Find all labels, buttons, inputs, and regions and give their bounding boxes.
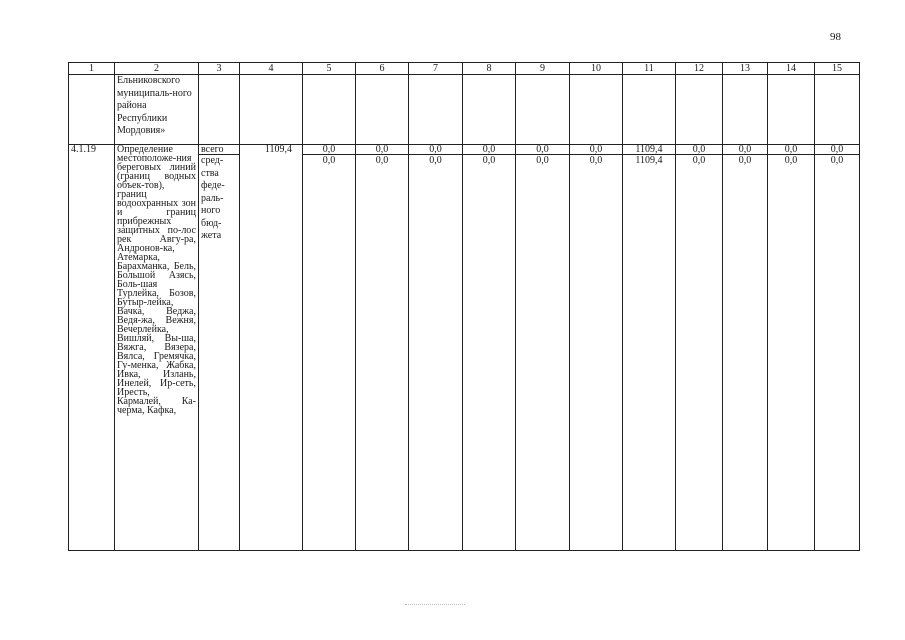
value-cell: 0,0 bbox=[303, 155, 356, 551]
value-cell: 0,0 bbox=[356, 145, 409, 155]
source-federal-cell: сред-ства феде-раль-ного бюд-жета bbox=[199, 155, 240, 551]
row-number-cell: 4.1.19 bbox=[69, 145, 115, 551]
measure-name-cell: Определение местоположе-ния береговых линий (границ водных объек-тов), границ водоохранных зон и границ прибрежных защитных по-лос рек Авгу-ра, Андронов-ка, Атемарка, Барахманка, Бель, Большой Азясь, Боль-шая Турлейка, Бозов, Бутыр-лейка, Вачка, Веджа, Ведя-жа, Вежня, Вечерлейка, Вишляй, Вы-ша, Вяжга, Вязера, Вялса, Гремячка, Гу-менка, Жабка, Ивка, Излань, Инелей, Ир-сеть, Иресть, Кармалей, Ка-черма, Кафка, bbox=[115, 145, 199, 551]
value-cell bbox=[303, 75, 356, 145]
value-cell: 0,0 bbox=[723, 155, 768, 551]
value-cell bbox=[623, 75, 676, 145]
value-cell bbox=[768, 75, 815, 145]
col-header-4: 4 bbox=[240, 63, 303, 75]
table-row bbox=[69, 75, 860, 145]
value-cell bbox=[240, 75, 303, 145]
value-cell: 0,0 bbox=[768, 155, 815, 551]
col-header-5: 5 bbox=[303, 63, 356, 75]
value-cell: 0,0 bbox=[516, 145, 570, 155]
value-cell: 0,0 bbox=[676, 155, 723, 551]
value-cell bbox=[570, 75, 623, 145]
col-header-8: 8 bbox=[463, 63, 516, 75]
value-cell: 0,0 bbox=[815, 155, 860, 551]
col-header-6: 6 bbox=[356, 63, 409, 75]
budget-table bbox=[68, 62, 860, 551]
header-row bbox=[69, 63, 860, 75]
value-cell: 0,0 bbox=[409, 155, 463, 551]
value-cell: 0,0 bbox=[516, 155, 570, 551]
page-number: 98 bbox=[830, 31, 841, 43]
value-cell bbox=[463, 75, 516, 145]
value-cell: 0,0 bbox=[303, 145, 356, 155]
col-header-13: 13 bbox=[723, 63, 768, 75]
col-header-15: 15 bbox=[815, 63, 860, 75]
value-cell: 0,0 bbox=[723, 145, 768, 155]
value-cell bbox=[815, 75, 860, 145]
value-cell: 0,0 bbox=[356, 155, 409, 551]
value-cell bbox=[409, 75, 463, 145]
value-cell: 0,0 bbox=[768, 145, 815, 155]
col-header-11: 11 bbox=[623, 63, 676, 75]
col-header-14: 14 bbox=[768, 63, 815, 75]
row-number-cell bbox=[69, 75, 115, 145]
table-row-total bbox=[69, 145, 860, 155]
value-cell: 0,0 bbox=[463, 155, 516, 551]
source-cell bbox=[199, 75, 240, 145]
total-amount-cell: 1109,4 bbox=[240, 145, 303, 551]
value-cell: 1109,4 bbox=[623, 155, 676, 551]
col-header-7: 7 bbox=[409, 63, 463, 75]
value-cell bbox=[723, 75, 768, 145]
value-cell: 1109,4 bbox=[623, 145, 676, 155]
col-header-10: 10 bbox=[570, 63, 623, 75]
col-header-12: 12 bbox=[676, 63, 723, 75]
value-cell: 0,0 bbox=[570, 155, 623, 551]
value-cell: 0,0 bbox=[463, 145, 516, 155]
value-cell: 0,0 bbox=[570, 145, 623, 155]
value-cell: 0,0 bbox=[409, 145, 463, 155]
col-header-9: 9 bbox=[516, 63, 570, 75]
col-header-1: 1 bbox=[69, 63, 115, 75]
value-cell bbox=[356, 75, 409, 145]
value-cell: 0,0 bbox=[676, 145, 723, 155]
col-header-3: 3 bbox=[199, 63, 240, 75]
value-cell bbox=[676, 75, 723, 145]
source-total-cell: всего bbox=[199, 145, 240, 155]
value-cell bbox=[516, 75, 570, 145]
value-cell: 0,0 bbox=[815, 145, 860, 155]
scan-artifact bbox=[405, 604, 465, 606]
measure-name-cell: Ельниковского муниципаль-ного района Республики Мордовия» bbox=[115, 75, 199, 145]
col-header-2: 2 bbox=[115, 63, 199, 75]
